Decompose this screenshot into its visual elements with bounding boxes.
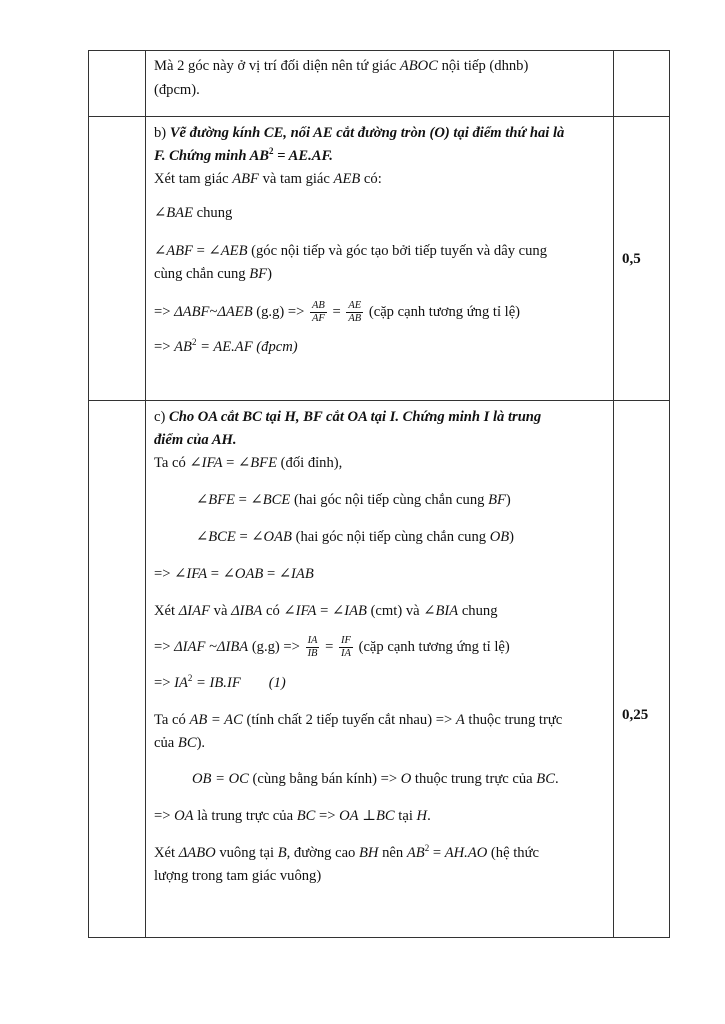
blank-cell [89,117,146,401]
step-c11-cont: lượng trong tam giác vuông) [154,868,322,884]
content-cell [146,117,614,401]
content-cell [146,401,614,938]
step-b4: => ΔABF~ΔAEB (g.g) => $\frac{AB}{AF}$ = $\frac{AE}{AB}$ (cặp cạnh tương ứng tỉ lệ) [154,300,521,325]
row1-line2: (đpcm). [154,82,200,98]
fraction-ae-ab: $\frac{AE}{AB}$ [348,300,362,325]
blank-cell [89,401,146,938]
fraction-ab-af: $\frac{AB}{AF}$ [312,300,325,325]
question-c-line1: c) Cho OA cắt BC tại H, BF cắt OA tại I. Chứng minh I là trung [154,409,542,425]
content-cell [146,51,614,117]
step-b3-cont: cùng chắn cung BF) [154,266,272,282]
step-c8-cont: của BC). [154,735,206,751]
step-c6: => ΔIAF ~ΔIBA (g.g) => $\frac{IA}{IB}$ = $\frac{IF}{IA}$ (cặp cạnh tương ứng tỉ lệ) [154,635,510,660]
score-b: 0,5 [622,251,641,267]
fraction-ia-ib: $\frac{IA}{IB}$ [307,635,318,660]
table-row-2 [89,117,670,401]
question-b-line2: F. Chứng minh $AB^2 = AE.AF$. [154,146,333,164]
step-c8: Ta có AB = AC (tính chất 2 tiếp tuyến cắt nhau) => A thuộc trung trực [154,712,563,728]
table-row-1 [89,51,670,117]
table-row-3 [89,401,670,938]
step-c9: OB = OC (cùng bằng bán kính) => O thuộc trung trực của BC. [192,771,559,787]
score-cell [614,401,670,938]
question-b-line1: b) Vẽ đường kính CE, nối AE cắt đường tròn (O) tại điểm thứ hai là [154,125,565,141]
question-c-line2: điểm của AH. [154,432,237,448]
score-cell [614,51,670,117]
score-c: 0,25 [622,707,649,723]
fraction-if-ia: $\frac{IF}{IA}$ [341,635,351,660]
step-c5: Xét ΔIAF và ΔIBA có ∠IFA = ∠IAB (cmt) và ∠BIA chung [154,603,498,619]
step-b2: ∠BAE chung [154,205,233,221]
score-cell [614,117,670,401]
step-c7: => $IA^2 = IB.IF$ (1) [154,673,286,691]
step-c1: Ta có ∠IFA = ∠BFE (đối đỉnh), [154,455,343,471]
step-c4: => ∠IFA = ∠OAB = ∠IAB [154,566,314,582]
row1-line1: Mà 2 góc này ở vị trí đối diện nên tứ giác ABOC nội tiếp (dhnb) [154,58,529,74]
step-b5: => $AB^2 = AE.AF$ (đpcm) [154,337,298,355]
step-c10: => OA là trung trực của BC => OA ⊥BC tại H. [154,808,431,824]
answer-table [88,50,670,938]
blank-cell [89,51,146,117]
step-c11: Xét ΔABO vuông tại B, đường cao BH nên $AB^2 = AH.AO$ (hệ thức [154,843,539,861]
step-b3: ∠ABF = ∠AEB (góc nội tiếp và góc tạo bởi tiếp tuyến và dây cung [154,243,548,259]
step-b1: Xét tam giác ABF và tam giác AEB có: [154,171,382,187]
step-c3: ∠BCE = ∠OAB (hai góc nội tiếp cùng chắn cung OB) [196,529,515,545]
step-c2: ∠BFE = ∠BCE (hai góc nội tiếp cùng chắn cung BF) [196,492,511,508]
